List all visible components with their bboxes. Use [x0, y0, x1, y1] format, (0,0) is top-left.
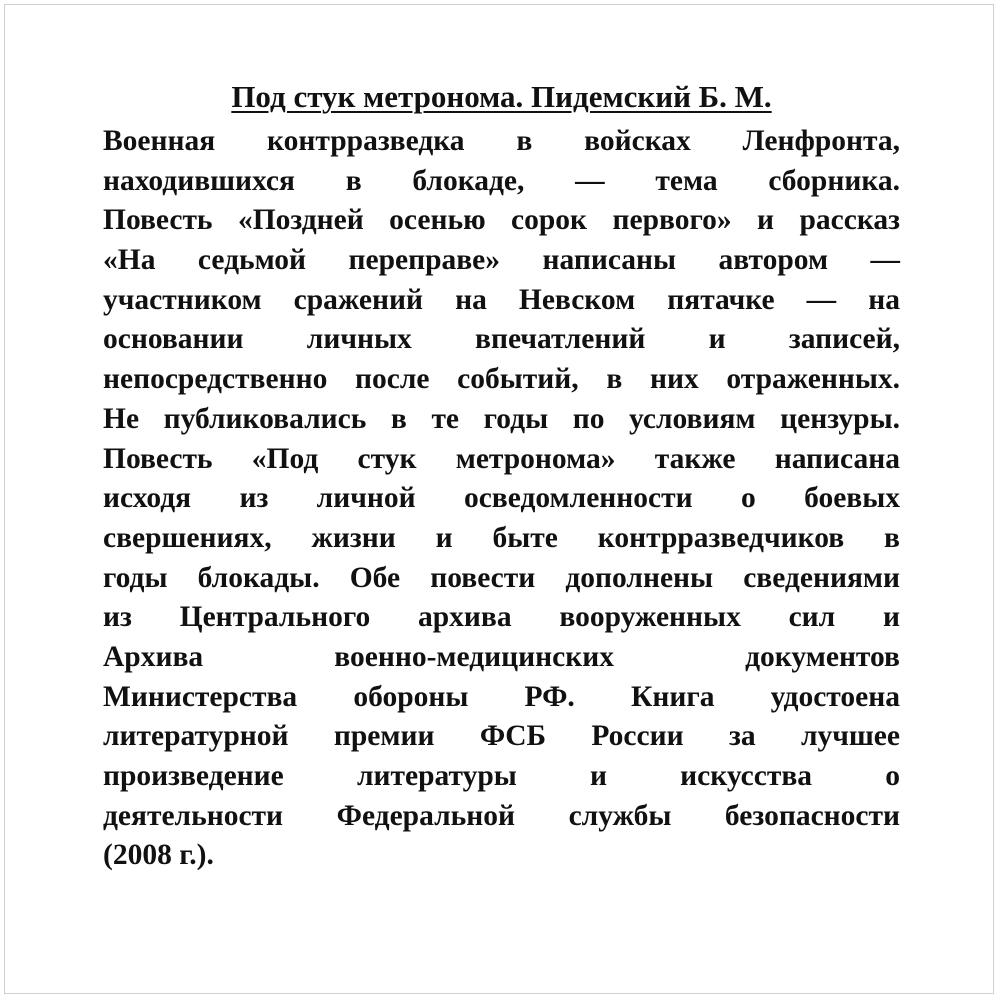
- text-line: непосредственно после событий, в них отраженных.: [103, 363, 900, 396]
- annotation-paragraph: [103, 122, 900, 876]
- text-line: (2008 г.).: [103, 839, 214, 872]
- document-title: Под стук метронома. Пидемский Б. М.: [231, 79, 772, 114]
- text-line: произведение литературы и искусства о: [103, 760, 900, 792]
- text-line: Министерства обороны РФ. Книга удостоена: [103, 680, 900, 713]
- text-line: литературной премии ФСБ России за лучшее: [103, 720, 900, 753]
- document-content: [103, 78, 900, 876]
- text-line: участником сражений на Невском пятачке — на: [103, 283, 900, 316]
- text-line: «На седьмой переправе» написаны автором —: [103, 244, 900, 277]
- text-line: деятельности Федеральной службы безопасности: [103, 799, 900, 832]
- text-line: находившихся в блокаде, — тема сборника.: [103, 164, 900, 197]
- text-line: Не публиковались в те годы по условиям цензуры.: [103, 402, 900, 435]
- text-line: Повесть «Под стук метронома» также написана: [103, 442, 900, 475]
- text-line: Повесть «Поздней осенью сорок первого» и рассказ: [103, 204, 900, 237]
- text-line: годы блокады. Обе повести дополнены сведениями: [103, 561, 900, 594]
- text-line: Архива военно-медицинских документов: [103, 640, 900, 673]
- text-line: исходя из личной осведомленности о боевых: [103, 482, 900, 515]
- text-line: Военная контрразведка в войсках Ленфронта,: [103, 125, 900, 157]
- text-line: из Центрального архива вооруженных сил и: [103, 601, 900, 634]
- text-line: основании личных впечатлений и записей,: [103, 323, 900, 356]
- text-line: свершениях, жизни и быте контрразведчиков в: [103, 521, 900, 554]
